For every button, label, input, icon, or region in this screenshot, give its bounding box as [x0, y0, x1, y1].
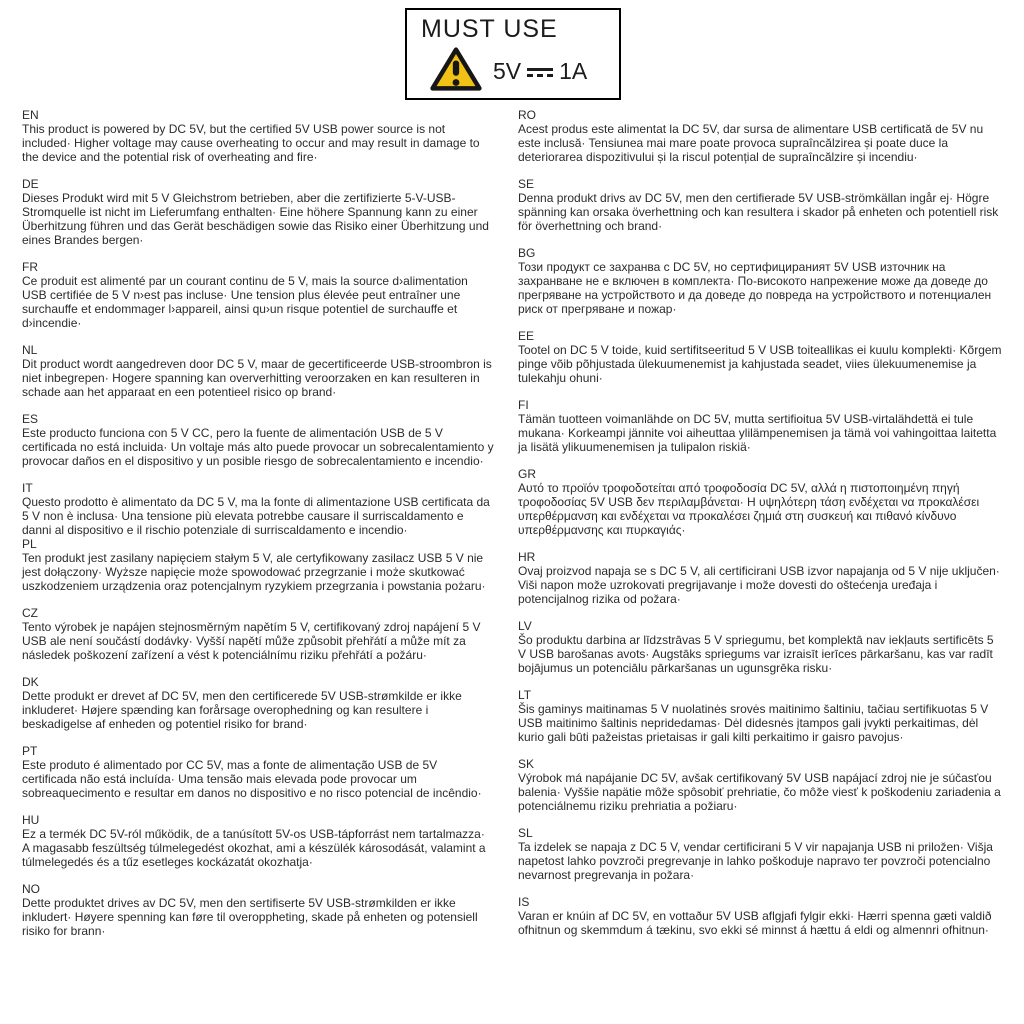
language-notice-text: Tämän tuotteen voimanlähde on DC 5V, mutta sertifioitua 5V USB-virtalähdettä ei tule mukana· Korkeampi jännite voi aiheuttaa ylilämpenemisen ja tämä voi vahingoittaa laitetta ja lisätä ylikuumenemisen ja tulipalon riskiä·: [518, 412, 997, 454]
language-notice-text: This product is powered by DC 5V, but the certified 5V USB power source is not included· Higher voltage may cause overheating to occur and may result in damage to the device and the potential risk of overheating and fire·: [22, 122, 480, 164]
language-notice-text: Dette produkt er drevet af DC 5V, men den certificerede 5V USB-strømkilde er ikke inkluderet· Højere spænding kan forårsage overophedning og kan resultere i beskadigelse af enheden og potentiel risiko for brand·: [22, 689, 462, 731]
language-code-label: PT: [22, 744, 38, 758]
language-code-label: IT: [22, 481, 33, 495]
right-column: [518, 108, 1004, 950]
language-notice-text: Dette produktet drives av DC 5V, men den sertifiserte 5V USB-strømkilden er ikke inkludert· Høyere spenning kan føre til overoppheting, skade på enheten og potensiell risiko for brann·: [22, 896, 478, 938]
language-section: [518, 398, 1004, 454]
language-notice-text: Varan er knúin af DC 5V, en vottaður 5V USB aflgjafi fylgir ekki· Hærri spenna gæti valdið ofhitnun og skemmdum á tækinu, svo ekki sé minnst á hættu á eldi og almennri ofhitnun·: [518, 909, 992, 937]
language-notice-text: Questo prodotto è alimentato da DC 5 V, ma la fonte di alimentazione USB certificata da 5 V non è inclusa· Una tensione più elevata potrebbe causare il surriscaldamento e danni al dispositivo e il rischio potenziale di surriscaldamento e incendio·: [22, 495, 490, 537]
language-code-label: BG: [518, 246, 536, 260]
language-section: [22, 108, 494, 164]
language-code-label: ES: [22, 412, 39, 426]
language-notice-text: Este producto funciona con 5 V CC, pero la fuente de alimentación USB de 5 V certificada no está incluida· Un voltaje más alto puede provocar un sobrecalentamiento y provocar daños en el dispositivo y un posible riesgo de sobrecalentamiento e incendio·: [22, 426, 494, 468]
language-code-label: SK: [518, 757, 535, 771]
language-notice-text: Dit product wordt aangedreven door DC 5 V, maar de gecertificeerde USB-stroombron is niet inbegrepen· Hogere spanning kan oververhitting veroorzaken en kan resulteren in schade aan het apparaat en een potentieel risico op brand·: [22, 357, 492, 399]
language-section: [22, 481, 494, 537]
language-section: [518, 826, 1004, 882]
language-code-label: IS: [518, 895, 530, 909]
language-section: [22, 606, 494, 662]
language-notice-text: Acest produs este alimentat la DC 5V, dar sursa de alimentare USB certificată de 5V nu este inclusă· Tensiunea mai mare poate provoca supraîncălzirea și poate duce la deteriorarea dispozitivului și la riscul potențial de supraîncălzire și incendiu·: [518, 122, 984, 164]
language-code-label: DE: [22, 177, 39, 191]
language-section: [22, 882, 494, 938]
language-notice-text: Αυτό το προϊόν τροφοδοτείται από τροφοδοσία DC 5V, αλλά η πιστοποιημένη πηγή τροφοδοσίας 5V USB δεν περιλαμβάνεται· Η υψηλότερη τάση ενδέχεται να προκαλέσει υπερθέρμανση και ενδέχεται να προκαλέσει ζημιά στη συσκευή και πιθανό κίνδυνο υπερθέρμανσης και πυρκαγιάς·: [518, 481, 980, 537]
language-code-label: GR: [518, 467, 536, 481]
must-use-title: MUST USE: [421, 15, 558, 43]
language-notice-text: Šis gaminys maitinamas 5 V nuolatinės srovės maitinimo šaltiniu, tačiau sertifikuotas 5 V USB maitinimo šaltinis nepridedamas· Dėl didesnės įtampos gali įvykti perkaitimas, dėl kurio gali būti pažeistas prietaisas ir gali kilti perkaitimo ir gaisro pavojus·: [518, 702, 989, 744]
language-section: [518, 619, 1004, 675]
language-section: [518, 688, 1004, 744]
language-section: [22, 412, 494, 468]
language-section: [518, 108, 1004, 164]
power-rating: [493, 58, 587, 85]
current-label: 1A: [559, 57, 588, 84]
language-notice-text: Este produto é alimentado por CC 5V, mas a fonte de alimentação USB de 5V certificada não está incluída· Uma tensão mais elevada pode provocar um sobreaquecimento e resultar em danos no dispositivo e no risco potencial de incêndio·: [22, 758, 482, 800]
language-code-label: LV: [518, 619, 532, 633]
language-notice-text: Ta izdelek se napaja z DC 5 V, vendar certificirani 5 V vir napajanja USB ni priložen· Višja napetost lahko povzroči pregrevanje in lahko poškoduje napravo ter povzroči potencialno nevarnost pregrevanja in požara·: [518, 840, 993, 882]
language-notice-text: Tootel on DC 5 V toide, kuid sertifitseeritud 5 V USB toiteallikas ei kuulu komplekti· Kõrgem pinge võib põhjustada ülekuumenemist ja kahjustada seadet, viies ülekuumenemise ja tulekahju ohuni·: [518, 343, 1002, 385]
language-code-label: SE: [518, 177, 535, 191]
voltage-label: 5V: [493, 57, 522, 84]
language-section: [22, 744, 494, 800]
language-section: [22, 260, 494, 330]
language-code-label: FI: [518, 398, 529, 412]
language-section: [22, 813, 494, 869]
language-section: [518, 329, 1004, 385]
language-notice-text: Denna produkt drivs av DC 5V, men den certifierade 5V USB-strömkällan ingår ej· Högre spänning kan orsaka överhettning och kan resultera i skador på enheten och potentiell risk för överhettning och brand·: [518, 191, 999, 233]
language-notice-text: Ez a termék DC 5V-ról működik, de a tanúsított 5V-os USB-tápforrást nem tartalmazza· A magasabb feszültség túlmelegedést okozhat, ami a készülék károsodását, valamint a túlmelegedés és a tűz esetleges kockázatát okozhatja·: [22, 827, 486, 869]
language-section: [518, 550, 1004, 606]
language-code-label: SL: [518, 826, 533, 840]
language-section: [22, 343, 494, 399]
language-section: [518, 177, 1004, 233]
language-notice-text: Tento výrobek je napájen stejnosměrným napětím 5 V, certifikovaný zdroj napájení 5 V USB ale není součástí dodávky· Vyšší napětí může způsobit přehřátí a může mít za následek poškození zařízení a vést k potenciálnímu riziku přehřátí a požáru·: [22, 620, 481, 662]
language-notice-text: Ce produit est alimenté par un courant continu de 5 V, mais la source d›alimentation USB certifiée de 5 V n›est pas incluse· Une tension plus élevée peut entraîner une surchauffe et endommager l›appareil, ainsi qu›un risque potentiel de surchauffe et d›incendie·: [22, 274, 468, 330]
language-section: [22, 537, 494, 593]
direct-current-icon: [527, 68, 553, 77]
language-code-label: NO: [22, 882, 40, 896]
must-use-warning-box: [405, 8, 621, 100]
language-section: [518, 246, 1004, 316]
language-code-label: EE: [518, 329, 535, 343]
language-section: [518, 757, 1004, 813]
language-code-label: RO: [518, 108, 536, 122]
language-code-label: HU: [22, 813, 40, 827]
language-code-label: FR: [22, 260, 38, 274]
language-section: [518, 467, 1004, 537]
language-code-label: NL: [22, 343, 38, 357]
power-rating-row: [429, 45, 609, 98]
language-code-label: CZ: [22, 606, 38, 620]
language-notice-text: Ten produkt jest zasilany napięciem stałym 5 V, ale certyfikowany zasilacz USB 5 V nie jest dołączony· Wyższe napięcie może spowodować przegrzanie i może skutkować uszkodzeniem urządzenia oraz potencjalnym ryzykiem przegrzania i powstania pożaru·: [22, 551, 486, 593]
language-code-label: DK: [22, 675, 39, 689]
language-code-label: EN: [22, 108, 39, 122]
language-notice-text: Šo produktu darbina ar līdzstrāvas 5 V spriegumu, bet komplektā nav iekļauts sertificēts 5 V USB barošanas avots· Augstāks spriegums var izraisīt ierīces pārkaršanu, kas var radīt bojājumus un potenciālu pārkaršanas un ugunsgrēka risku·: [518, 633, 994, 675]
language-notice-text: Dieses Produkt wird mit 5 V Gleichstrom betrieben, aber die zertifizierte 5-V-USB-Stromquelle ist nicht im Lieferumfang enthalten· Eine höhere Spannung kann zu einer Überhitzung führen und das Gerät beschädigen sowie das Risiko einer Überhitzung und eines Brandes bergen·: [22, 191, 489, 247]
left-column: [22, 108, 494, 951]
warning-triangle-icon: [429, 45, 483, 98]
language-notice-text: Výrobok má napájanie DC 5V, avšak certifikovaný 5V USB napájací zdroj nie je súčasťou balenia· Vyššie napätie môže spôsobiť prehriatie, čo môže viesť k poškodeniu zariadenia a potenciálnemu riziku prehriatia a požiaru·: [518, 771, 1001, 813]
language-code-label: LT: [518, 688, 532, 702]
language-section: [22, 177, 494, 247]
language-notice-text: Ovaj proizvod napaja se s DC 5 V, ali certificirani USB izvor napajanja od 5 V nije uključen· Viši napon može uzrokovati pregrijavanje i može dovesti do oštećenja uređaja i potencijalnog rizika od požara·: [518, 564, 1000, 606]
language-code-label: HR: [518, 550, 536, 564]
language-notice-text: Този продукт се захранва с DC 5V, но сертифицираният 5V USB източник на захранване не е включен в комплекта· По-високото напрежение може да доведе до прегряване на устройството и да доведе до повреда на устройството и потенциален риск от прегряване и пожар·: [518, 260, 992, 316]
language-code-label: PL: [22, 537, 37, 551]
language-section: [518, 895, 1004, 937]
language-section: [22, 675, 494, 731]
